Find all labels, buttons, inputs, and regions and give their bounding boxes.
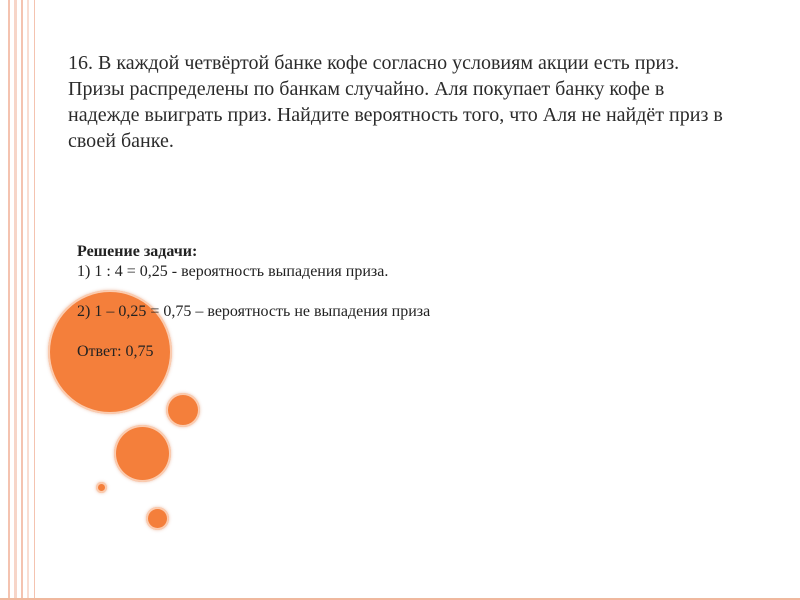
solution-step-1: 1) 1 : 4 = 0,25 - вероятность выпадения приза. — [77, 263, 389, 280]
decorative-stripe — [21, 0, 23, 600]
decorative-stripe — [14, 0, 17, 600]
decorative-circle-small — [146, 507, 169, 530]
problem-text: 16. В каждой четвёртой банке кофе согласно условиям акции есть приз. Призы распределены по банкам случайно. Аля покупает банку кофе в надежде выиграть приз. Найдите вероятность того, что Аля не найдёт приз в своей банке. — [68, 52, 723, 152]
solution-title: Решение задачи: — [77, 243, 198, 260]
solution-block — [77, 242, 677, 362]
answer-text: Ответ: 0,75 — [77, 343, 154, 360]
decorative-circle-medium — [114, 425, 171, 482]
decorative-circle-medium — [166, 393, 200, 427]
decorative-stripe — [34, 0, 35, 600]
decorative-stripe — [27, 0, 29, 600]
decorative-stripe — [8, 0, 10, 600]
solution-step-2: 2) 1 – 0,25 = 0,75 – вероятность не выпадения приза — [77, 303, 431, 320]
decorative-circle-small — [96, 482, 107, 493]
